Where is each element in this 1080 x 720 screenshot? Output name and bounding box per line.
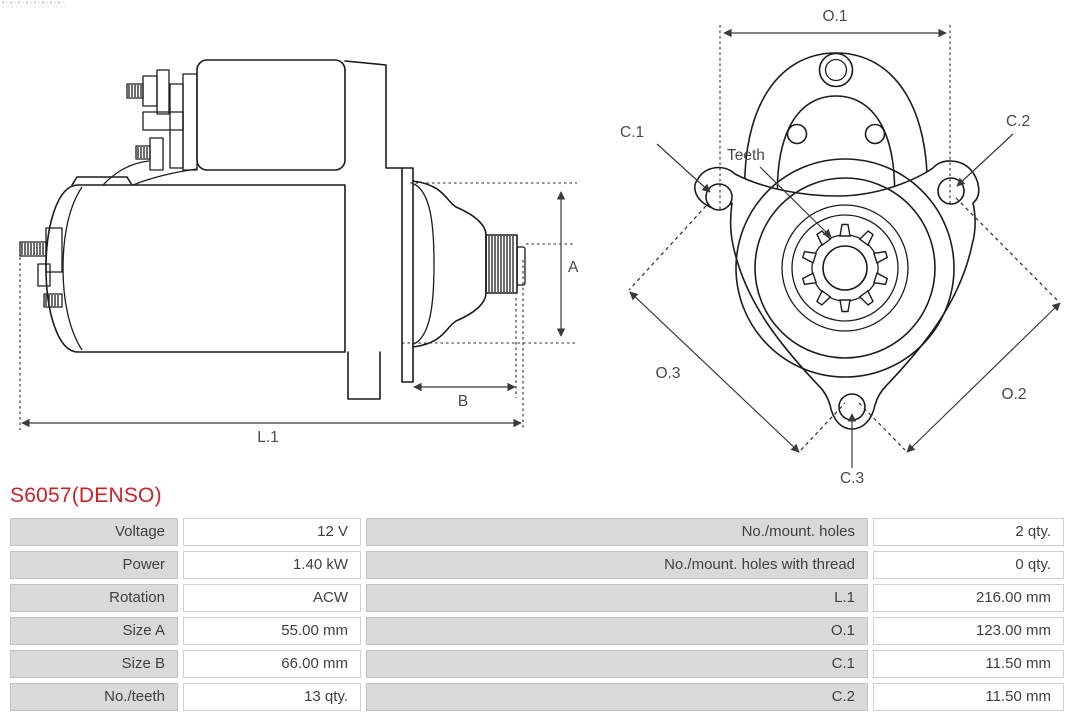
spec-value: 66.00 mm (183, 650, 361, 678)
solenoid-cap-inner (183, 74, 197, 170)
mount-hole-c1 (706, 184, 732, 210)
spec-label: O.1 (366, 617, 868, 645)
dashed-extension (859, 403, 905, 450)
terminal-plate-upper (157, 70, 169, 114)
spec-value: 12 V (183, 518, 361, 546)
body-collar (72, 177, 132, 185)
starter-front-view (620, 8, 1060, 487)
left-stud (20, 242, 46, 256)
terminal-bracket-bar (143, 112, 183, 130)
dim-label-o3: O.3 (655, 365, 681, 382)
terminal-thread-hatch-lower (138, 147, 147, 158)
arch-top-ring (820, 54, 853, 87)
spec-label: Size B (10, 650, 178, 678)
starter-side-view (20, 60, 579, 446)
left-stud-hatch (22, 243, 43, 255)
spec-label: C.1 (366, 650, 868, 678)
solenoid-cap-outer (170, 84, 183, 168)
pinion-end-cap (517, 247, 525, 285)
spec-value: 13 qty. (183, 683, 361, 711)
spec-label: No./teeth (10, 683, 178, 711)
dim-label-b: B (457, 393, 469, 410)
solenoid-saddle (133, 169, 197, 185)
leader-c2 (957, 134, 1013, 186)
spec-value: 55.00 mm (183, 617, 361, 645)
spec-label: L.1 (366, 584, 868, 612)
terminal-nut-upper (143, 76, 157, 106)
dim-label-o1: O.1 (822, 8, 848, 25)
spec-table (10, 518, 1064, 711)
spec-label: No./mount. holes (366, 518, 868, 546)
dim-label-a: A (568, 259, 579, 276)
left-stud2 (44, 294, 62, 307)
dim-label-c2: C.2 (1006, 113, 1031, 130)
teeth-label: Teeth (727, 147, 765, 164)
pinion-spline-hatch (489, 236, 513, 292)
bracket-upper (345, 61, 402, 168)
spec-value: 123.00 mm (873, 617, 1064, 645)
mounting-foot (348, 352, 380, 399)
spec-value: 0 qty. (873, 551, 1064, 579)
shaft-bore (823, 246, 867, 290)
spec-value: 216.00 mm (873, 584, 1064, 612)
bell-housing (413, 181, 486, 347)
mounting-flange-plate (402, 168, 413, 382)
spec-label: Size A (10, 617, 178, 645)
dim-label-l1: L.1 (257, 429, 279, 446)
dashed-extension (629, 206, 706, 290)
leader-c1 (657, 144, 710, 192)
dim-label-o2: O.2 (1001, 386, 1027, 403)
spec-label: C.2 (366, 683, 868, 711)
arch-bolt-left (788, 125, 807, 144)
spec-value: ACW (183, 584, 361, 612)
spec-value: 2 qty. (873, 518, 1064, 546)
spec-value: 1.40 kW (183, 551, 361, 579)
spec-label: Power (10, 551, 178, 579)
mount-hole-c2 (938, 178, 964, 204)
solenoid-body (197, 60, 345, 170)
bell-housing-seam (414, 184, 434, 344)
body-end-seam (63, 187, 82, 350)
spec-value: 11.50 mm (873, 650, 1064, 678)
mounting-flange (695, 161, 979, 429)
terminal-nut-lower (150, 138, 163, 170)
motor-body (46, 185, 345, 352)
spec-label: No./mount. holes with thread (366, 551, 868, 579)
terminal-thread-hatch (129, 85, 141, 97)
spec-label: Voltage (10, 518, 178, 546)
spec-label: Rotation (10, 584, 178, 612)
spec-value: 11.50 mm (873, 683, 1064, 711)
left-nut (38, 264, 50, 286)
arch-bolt-right (866, 125, 885, 144)
dim-label-c3: C.3 (839, 470, 865, 487)
product-title: S6057(DENSO) (10, 484, 162, 507)
dim-label-c1: C.1 (620, 124, 645, 141)
